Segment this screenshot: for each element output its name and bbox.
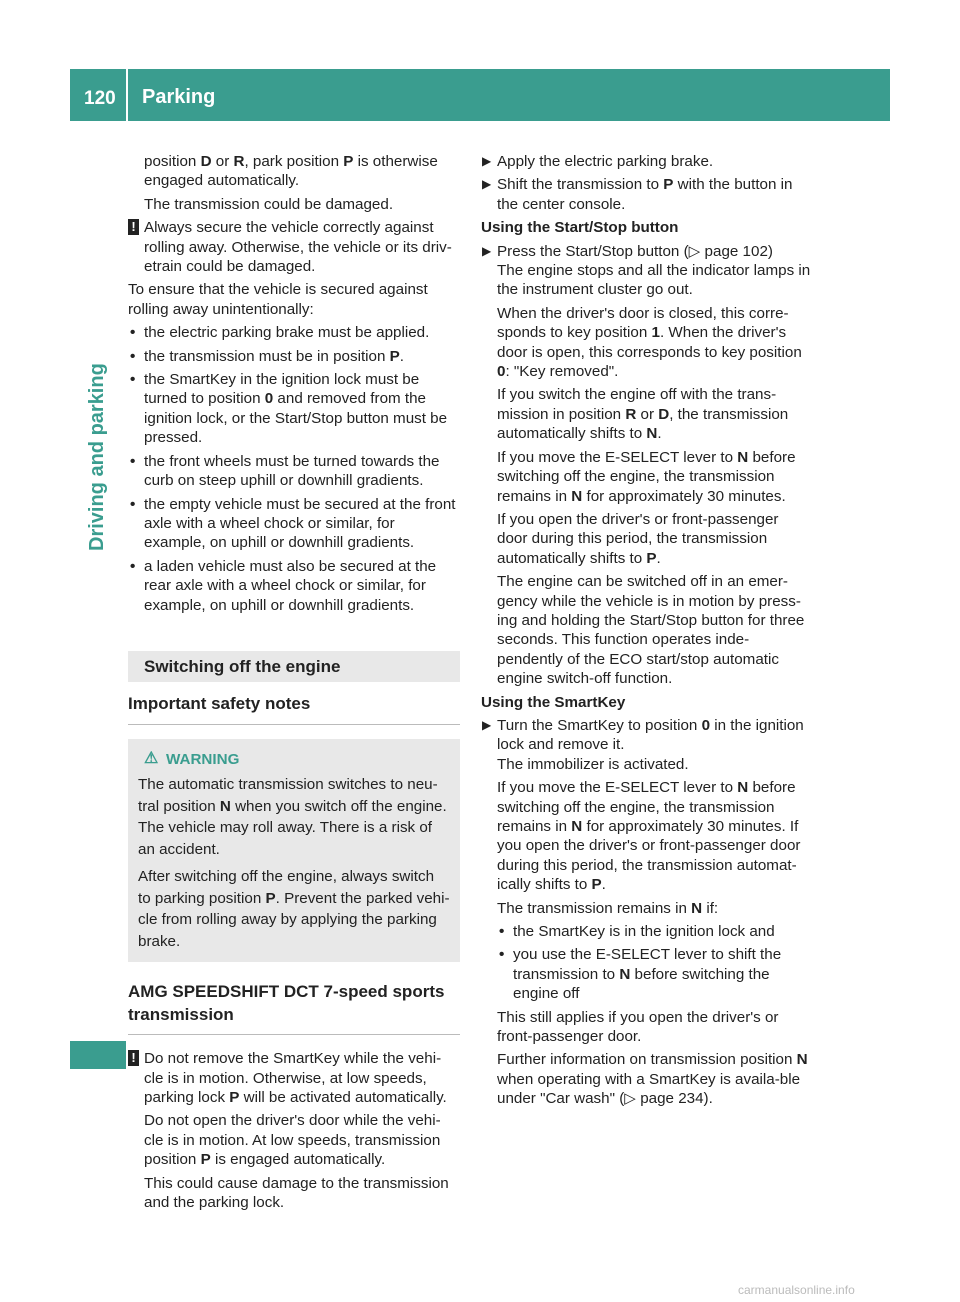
heading: Using the Start/Stop button <box>481 219 679 237</box>
paragraph: This still applies if you open the driver's or front-passenger door. <box>497 1008 779 1046</box>
chapter-title: Parking <box>142 86 216 108</box>
instruction-step: ▶ Turn the SmartKey to position 0 in the ignition lock and remove it. The immobilizer is activated. <box>482 716 804 773</box>
watermark: carmanualsonline.info <box>738 1283 855 1297</box>
paragraph: Do not open the driver's door while the vehi-cle is in motion. At low speeds, transmission position P is engaged automatically. <box>144 1112 441 1169</box>
list-item: • you use the E-SELECT lever to shift the transmission to N before switching the engine off <box>497 945 813 1003</box>
paragraph: If you switch the engine off with the trans-mission in position R or D, the transmission automatically shifts to N. <box>497 386 789 443</box>
list-item: • the empty vehicle must be secured at the front axle with a wheel chock or similar, for example, on uphill or downhill gradients. <box>128 495 460 553</box>
note: ! Always secure the vehicle correctly against rolling away. Otherwise, the vehicle or its driv-etrain could be damaged. <box>128 218 460 276</box>
note: ! Do not remove the SmartKey while the vehi-cle is in motion. Otherwise, at low speeds, parking lock P will be activated automatically. <box>128 1049 460 1107</box>
paragraph: When the driver's door is closed, this corre-sponds to key position 1. When the driver's door is open, this corresponds to key position 0: "Key removed". <box>497 304 802 381</box>
section-tab-marker <box>70 1041 126 1069</box>
instruction-step: ▶ Apply the electric parking brake. <box>482 153 714 170</box>
arrow-icon: ▶ <box>482 243 492 258</box>
paragraph: The engine can be switched off in an emer-gency while the vehicle is in motion by press-ing and holding the Start/Stop button for three seconds. This function operates inde-pendently of the ECO start/stop automatic engine switch-off function. <box>497 573 805 688</box>
warning-box <box>128 739 460 963</box>
header-divider <box>126 69 128 121</box>
heading: Using the SmartKey <box>481 693 626 711</box>
list-item: • a laden vehicle must also be secured at the rear axle with a wheel chock or similar, for example, on uphill or downhill gradients. <box>128 557 460 615</box>
sidebar <box>70 121 126 1151</box>
heading: AMG SPEEDSHIFT DCT 7-speed sports transmission <box>128 980 460 1035</box>
list-item: • the SmartKey is in the ignition lock and <box>497 922 813 941</box>
arrow-icon: ▶ <box>482 177 492 192</box>
instruction-step: ▶ Press the Start/Stop button (▷ page 102) The engine stops and all the indicator lamps in the instrument cluster go out. <box>482 242 811 299</box>
list-item: • the electric parking brake must be applied. <box>128 323 460 342</box>
paragraph: If you open the driver's or front-passenger door during this period, the transmission automatically shifts to P. <box>497 510 779 567</box>
list-item: • the transmission must be in position P. <box>128 347 460 366</box>
subheading: Important safety notes <box>128 694 460 724</box>
exclamation-icon: ! <box>128 219 139 235</box>
instruction-step: ▶ Shift the transmission to P with the button in the center console. <box>482 176 793 213</box>
left-column <box>128 152 460 1217</box>
paragraph: Further information on transmission position N when operating with a SmartKey is availa-ble under "Car wash" (▷ page 234). <box>497 1051 808 1108</box>
warning-title: ⚠ WARNING <box>144 749 240 768</box>
page-header <box>70 69 890 121</box>
paragraph: If you move the E-SELECT lever to N before switching off the engine, the transmission remains in N for approximately 30 minutes. If you open the driver's or front-passenger door during this period, the transmission automat-ically shifts to P. <box>497 779 801 894</box>
paragraph: To ensure that the vehicle is secured against rolling away unintentionally: <box>128 281 428 318</box>
exclamation-icon: ! <box>128 1050 139 1066</box>
paragraph: position D or R, park position P is otherwise engaged automatically. <box>144 153 438 190</box>
arrow-icon: ▶ <box>482 154 492 168</box>
section-heading: Switching off the engine <box>128 651 460 682</box>
list-item: • the front wheels must be turned towards the curb on steep uphill or downhill gradients. <box>128 452 460 491</box>
paragraph: The transmission could be damaged. <box>144 195 394 213</box>
warning-icon: ⚠ <box>144 749 159 767</box>
paragraph: The transmission remains in N if: <box>497 899 719 917</box>
warning-text: After switching off the engine, always switch to parking position P. Prevent the parked vehi-cle from rolling away by applying the parking brake. <box>138 868 450 950</box>
paragraph: If you move the E-SELECT lever to N before switching off the engine, the transmission remains in N for approximately 30 minutes. <box>497 448 796 505</box>
arrow-icon: ▶ <box>482 717 492 732</box>
section-tab-label: Driving and parking <box>86 363 108 551</box>
warning-text: The automatic transmission switches to neu-tral position N when you switch off the engine. The vehicle may roll away. There is a risk of an accident. <box>138 776 447 858</box>
page-number: 120 <box>84 88 116 109</box>
paragraph: This could cause damage to the transmission and the parking lock. <box>144 1174 449 1212</box>
list-item: • the SmartKey in the ignition lock must be turned to position 0 and removed from the ignition lock, or the Start/Stop button must be pressed. <box>128 370 460 448</box>
right-column <box>481 152 813 1113</box>
